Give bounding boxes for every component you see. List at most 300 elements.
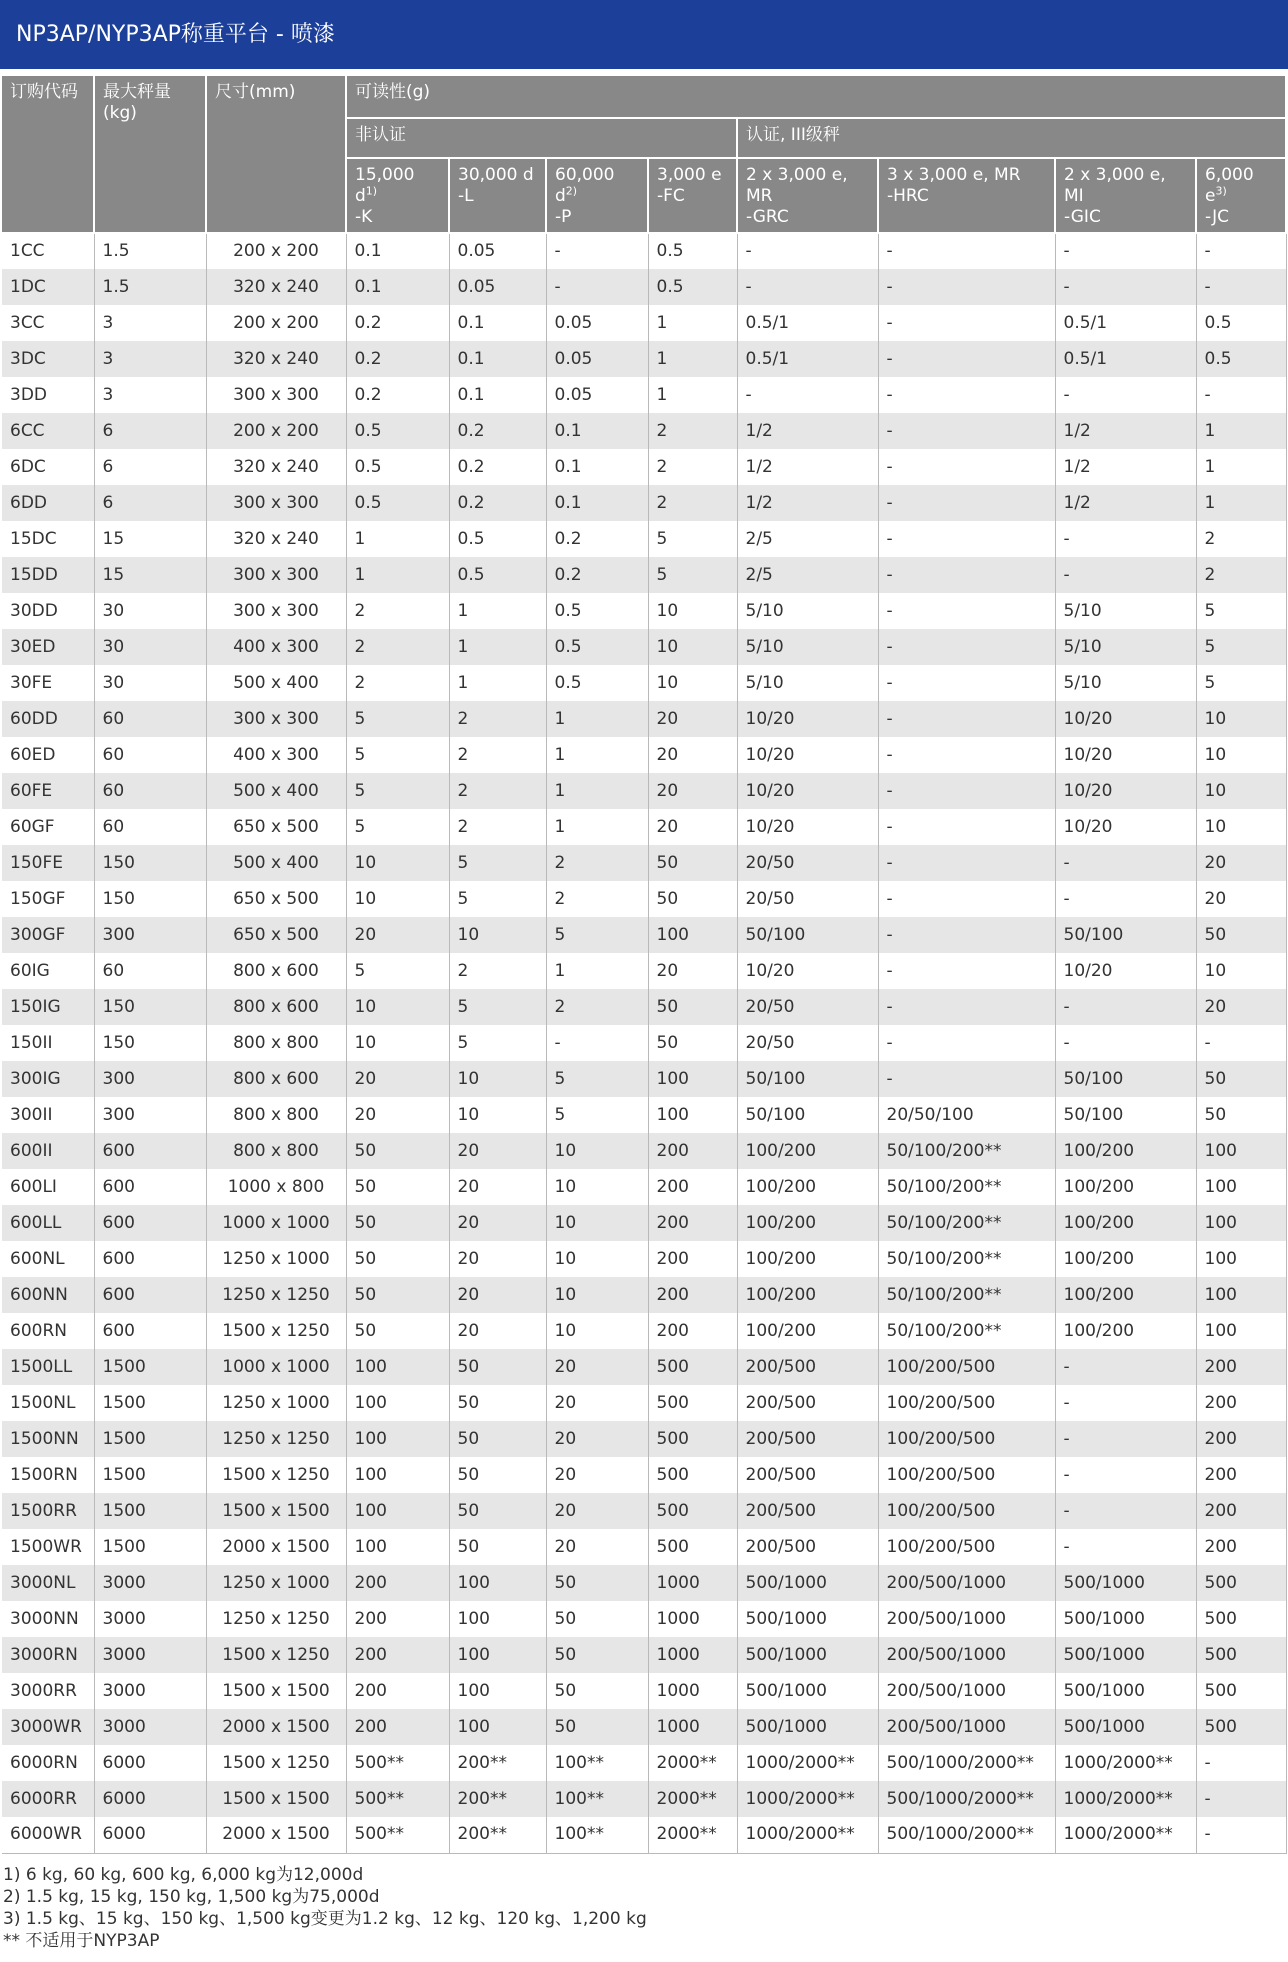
table-cell: 3000NL (2, 1565, 94, 1601)
table-cell: 100/200 (737, 1205, 878, 1241)
table-cell: 1 (546, 809, 648, 845)
table-cell: 0.1 (449, 305, 546, 341)
table-cell: 200 (648, 1241, 737, 1277)
table-cell: 1DC (2, 269, 94, 305)
table-cell: 3000 (94, 1709, 206, 1745)
table-cell: 1500LL (2, 1349, 94, 1385)
table-cell: 0.1 (546, 449, 648, 485)
table-cell: 20/50 (737, 845, 878, 881)
table-cell: 0.2 (346, 305, 449, 341)
subheader-label: 3 x 3,000 e, MR (887, 165, 1021, 185)
table-cell: 0.5 (449, 557, 546, 593)
table-cell: 30 (94, 593, 206, 629)
table-cell: 5 (346, 809, 449, 845)
table-cell: 20 (1196, 845, 1286, 881)
table-cell: 0.5 (346, 413, 449, 449)
table-cell: 1000 x 1000 (206, 1205, 346, 1241)
table-row (2, 1781, 1286, 1817)
table-cell: 200/500/1000 (878, 1637, 1055, 1673)
table-cell: 50/100/200** (878, 1241, 1055, 1277)
table-cell: 5 (346, 701, 449, 737)
table-cell: 500 (1196, 1709, 1286, 1745)
table-row (2, 1493, 1286, 1529)
table-cell: 400 x 300 (206, 737, 346, 773)
table-cell: 1/2 (1055, 449, 1196, 485)
table-cell: 2 (546, 989, 648, 1025)
table-cell: 200 (346, 1565, 449, 1601)
table-row (2, 1169, 1286, 1205)
table-cell: 500 (1196, 1637, 1286, 1673)
header-order-code: 订购代码 (2, 76, 94, 233)
table-cell: 100 (648, 917, 737, 953)
table-cell: 500/1000 (737, 1637, 878, 1673)
table-cell: 500 x 400 (206, 665, 346, 701)
table-cell: 1 (648, 341, 737, 377)
table-cell: - (878, 845, 1055, 881)
table-cell: 0.5/1 (737, 341, 878, 377)
table-cell: 200/500/1000 (878, 1673, 1055, 1709)
table-cell: 100/200/500 (878, 1529, 1055, 1565)
table-cell: 100 (449, 1673, 546, 1709)
subheader-label: 2 x 3,000 e, MI (1064, 165, 1166, 206)
table-cell: 50/100 (1055, 1097, 1196, 1133)
table-cell: 30 (94, 665, 206, 701)
table-row (2, 1745, 1286, 1781)
table-cell: 50 (449, 1493, 546, 1529)
table-cell: 200 (1196, 1349, 1286, 1385)
table-cell: 1250 x 1000 (206, 1385, 346, 1421)
table-cell: 6DD (2, 485, 94, 521)
table-cell: 150 (94, 881, 206, 917)
table-row (2, 1457, 1286, 1493)
table-cell: 600RN (2, 1313, 94, 1349)
table-cell: 0.05 (546, 341, 648, 377)
table-row (2, 449, 1286, 485)
table-cell: 200 (648, 1313, 737, 1349)
subheader-cell (878, 158, 1055, 233)
table-cell: 200/500 (737, 1529, 878, 1565)
table-cell: 60 (94, 773, 206, 809)
table-cell: - (1055, 521, 1196, 557)
footnote: 3) 1.5 kg、15 kg、150 kg、1,500 kg变更为1.2 kg、12 kg、120 kg、1,200 kg (3, 1909, 647, 1929)
table-cell: 800 x 600 (206, 1061, 346, 1097)
table-cell: 500/1000 (1055, 1709, 1196, 1745)
table-cell: 1500 x 1250 (206, 1457, 346, 1493)
table-cell: 50 (346, 1277, 449, 1313)
table-cell: 100/200 (737, 1313, 878, 1349)
table-cell: 200/500 (737, 1457, 878, 1493)
table-cell: 6000RN (2, 1745, 94, 1781)
table-cell: 1000/2000** (737, 1781, 878, 1817)
table-cell: 10 (546, 1277, 648, 1313)
table-cell: 0.1 (546, 485, 648, 521)
table-cell: 150FE (2, 845, 94, 881)
table-cell: 100/200/500 (878, 1457, 1055, 1493)
table-row (2, 1673, 1286, 1709)
table-cell: 5 (346, 953, 449, 989)
table-cell: - (1055, 881, 1196, 917)
table-cell: 5 (346, 737, 449, 773)
table-cell: 200 (648, 1169, 737, 1205)
table-cell: 1000/2000** (737, 1745, 878, 1781)
table-cell: 3000 (94, 1601, 206, 1637)
table-cell: 20 (546, 1421, 648, 1457)
table-cell: 15DD (2, 557, 94, 593)
table-cell: 10 (449, 1097, 546, 1133)
table-cell: 20 (346, 1097, 449, 1133)
table-row (2, 1637, 1286, 1673)
table-cell: 1000 (648, 1709, 737, 1745)
table-cell: 300 (94, 917, 206, 953)
table-cell: 3000 (94, 1565, 206, 1601)
table-row (2, 377, 1286, 413)
table-cell: 5/10 (737, 629, 878, 665)
table-cell: - (1055, 377, 1196, 413)
table-cell: 1000/2000** (1055, 1781, 1196, 1817)
table-cell: - (878, 665, 1055, 701)
table-cell: 1/2 (737, 485, 878, 521)
table-cell: 500/1000/2000** (878, 1817, 1055, 1853)
table-cell: - (878, 1061, 1055, 1097)
table-cell: 3 (94, 377, 206, 413)
subheader-suffix: -GRC (746, 207, 789, 227)
table-cell: 2/5 (737, 521, 878, 557)
table-cell: 100/200 (1055, 1133, 1196, 1169)
table-cell: 60 (94, 809, 206, 845)
table-cell: 1500 (94, 1349, 206, 1385)
table-cell: 100/200 (1055, 1313, 1196, 1349)
table-cell: 50/100 (1055, 1061, 1196, 1097)
table-cell: 5 (648, 557, 737, 593)
table-cell: 20 (546, 1385, 648, 1421)
subheader-label: 30,000 d (458, 165, 534, 185)
table-cell: 0.5 (449, 521, 546, 557)
table-cell: 0.05 (546, 377, 648, 413)
table-cell: 500** (346, 1745, 449, 1781)
table-cell: 6 (94, 485, 206, 521)
table-cell: 10 (1196, 953, 1286, 989)
table-cell: 60 (94, 953, 206, 989)
table-cell: 30FE (2, 665, 94, 701)
table-cell: 50 (648, 989, 737, 1025)
table-cell: 6 (94, 449, 206, 485)
table-cell: 50 (449, 1457, 546, 1493)
table-cell: 0.2 (449, 485, 546, 521)
table-cell: 100 (346, 1529, 449, 1565)
subheader-label: 2 x 3,000 e, MR (746, 165, 848, 206)
table-cell: 1500 x 1250 (206, 1637, 346, 1673)
table-cell: 320 x 240 (206, 449, 346, 485)
table-cell: 1/2 (737, 449, 878, 485)
table-cell: 50 (546, 1637, 648, 1673)
table-cell: 0.2 (546, 521, 648, 557)
table-cell: 200/500/1000 (878, 1601, 1055, 1637)
table-cell: 500** (346, 1817, 449, 1853)
table-cell: 500 (1196, 1673, 1286, 1709)
table-cell: 6 (94, 413, 206, 449)
table-cell: 300II (2, 1097, 94, 1133)
table-cell: 500** (346, 1781, 449, 1817)
subheader-label: 3,000 e (657, 165, 722, 185)
table-cell: 10 (1196, 737, 1286, 773)
table-cell: 320 x 240 (206, 269, 346, 305)
table-cell: 15 (94, 557, 206, 593)
table-cell: 50 (1196, 1097, 1286, 1133)
table-cell: 1500 (94, 1385, 206, 1421)
table-cell: 650 x 500 (206, 917, 346, 953)
table-cell: 500 (648, 1385, 737, 1421)
table-row (2, 341, 1286, 377)
table-cell: 50 (546, 1601, 648, 1637)
table-cell: 2 (346, 593, 449, 629)
table-cell: 0.2 (449, 449, 546, 485)
table-cell: 800 x 800 (206, 1097, 346, 1133)
table-cell: 20 (449, 1313, 546, 1349)
table-row (2, 809, 1286, 845)
table-cell: 1500NL (2, 1385, 94, 1421)
table-cell: 30 (94, 629, 206, 665)
table-cell: 10/20 (1055, 773, 1196, 809)
table-cell: 10 (346, 845, 449, 881)
table-cell: 10 (546, 1313, 648, 1349)
table-cell: 10/20 (737, 809, 878, 845)
table-cell: 20 (546, 1457, 648, 1493)
table-cell: 100/200/500 (878, 1421, 1055, 1457)
table-cell: 1 (546, 773, 648, 809)
table-cell: 1 (1196, 413, 1286, 449)
table-cell: 20 (449, 1169, 546, 1205)
table-cell: 0.1 (546, 413, 648, 449)
table-cell: 500/1000/2000** (878, 1781, 1055, 1817)
table-cell: 600 (94, 1277, 206, 1313)
table-row (2, 1025, 1286, 1061)
table-cell: 5 (449, 989, 546, 1025)
table-row (2, 1241, 1286, 1277)
table-cell: - (878, 809, 1055, 845)
table-cell: 0.5 (346, 449, 449, 485)
table-cell: 6DC (2, 449, 94, 485)
table-cell: 50/100/200** (878, 1313, 1055, 1349)
table-cell: 50/100 (1055, 917, 1196, 953)
table-cell: 300 x 300 (206, 485, 346, 521)
table-cell: 100/200/500 (878, 1385, 1055, 1421)
table-cell: 30DD (2, 593, 94, 629)
table-cell: 600 (94, 1241, 206, 1277)
table-cell: - (878, 557, 1055, 593)
table-cell: 10/20 (737, 701, 878, 737)
table-cell: 50 (346, 1133, 449, 1169)
table-cell: 2000 x 1500 (206, 1709, 346, 1745)
table-cell: 3000RN (2, 1637, 94, 1673)
table-cell: 10 (546, 1133, 648, 1169)
table-row (2, 881, 1286, 917)
table-row (2, 1421, 1286, 1457)
table-cell: 150 (94, 989, 206, 1025)
table-cell: 0.2 (449, 413, 546, 449)
table-cell: 10/20 (1055, 737, 1196, 773)
table-row (2, 1709, 1286, 1745)
table-cell: 2 (449, 773, 546, 809)
table-cell: 10 (346, 1025, 449, 1061)
table-cell: 100 (449, 1637, 546, 1673)
table-cell: - (1055, 557, 1196, 593)
table-cell: 50/100/200** (878, 1277, 1055, 1313)
table-cell: 150GF (2, 881, 94, 917)
table-row (2, 1277, 1286, 1313)
table-cell: 60ED (2, 737, 94, 773)
table-cell: 3DD (2, 377, 94, 413)
table-cell: 2000** (648, 1817, 737, 1853)
table-cell: - (878, 449, 1055, 485)
table-cell: 20 (648, 737, 737, 773)
table-cell: 10 (1196, 773, 1286, 809)
table-cell: 300IG (2, 1061, 94, 1097)
table-cell: 100/200 (737, 1277, 878, 1313)
table-cell: 200** (449, 1745, 546, 1781)
table-cell: - (1196, 1025, 1286, 1061)
table-body (2, 233, 1286, 1853)
table-cell: 50 (346, 1169, 449, 1205)
table-cell: 0.5 (648, 233, 737, 269)
table-cell: 200 x 200 (206, 233, 346, 269)
table-cell: 500 (648, 1529, 737, 1565)
table-cell: 1 (1196, 485, 1286, 521)
table-cell: 300 x 300 (206, 701, 346, 737)
subheader-cell (648, 158, 737, 233)
table-cell: 5 (449, 881, 546, 917)
subheader-label: 60,000 d (555, 165, 615, 206)
subheader-suffix: -FC (657, 186, 685, 206)
table-cell: - (1055, 1493, 1196, 1529)
table-cell: 200/500 (737, 1349, 878, 1385)
table-cell: 200 (346, 1637, 449, 1673)
table-cell: 100 (1196, 1205, 1286, 1241)
table-cell: 100 (1196, 1241, 1286, 1277)
table-cell: 3000NN (2, 1601, 94, 1637)
table-cell: 0.1 (449, 377, 546, 413)
table-cell: 10 (546, 1169, 648, 1205)
table-cell: 2 (346, 665, 449, 701)
table-cell: 10 (346, 989, 449, 1025)
table-cell: 3000 (94, 1673, 206, 1709)
table-cell: - (878, 989, 1055, 1025)
table-cell: 500/1000 (1055, 1601, 1196, 1637)
table-cell: 5 (449, 1025, 546, 1061)
table-cell: 300 x 300 (206, 377, 346, 413)
table-cell: 6000 (94, 1817, 206, 1853)
table-cell: 30ED (2, 629, 94, 665)
table-cell: 50 (346, 1241, 449, 1277)
table-cell: 100 (449, 1601, 546, 1637)
table-cell: 50 (449, 1385, 546, 1421)
table-cell: - (878, 593, 1055, 629)
table-cell: 2000** (648, 1745, 737, 1781)
table-cell: 1/2 (1055, 413, 1196, 449)
table-cell: 5 (346, 773, 449, 809)
table-cell: - (878, 305, 1055, 341)
table-cell: 2000 x 1500 (206, 1817, 346, 1853)
footnote: ** 不适用于NYP3AP (3, 1931, 160, 1951)
header-non-cert: 非认证 (346, 118, 737, 158)
table-cell: 60GF (2, 809, 94, 845)
table-cell: 50 (648, 845, 737, 881)
table-row (2, 1529, 1286, 1565)
table-cell: 1.5 (94, 269, 206, 305)
header-max-capacity: 最大秤量(kg) (94, 76, 206, 233)
table-cell: 5/10 (1055, 593, 1196, 629)
table-cell: 500/1000 (1055, 1565, 1196, 1601)
table-cell: 0.5/1 (737, 305, 878, 341)
table-cell: 600LL (2, 1205, 94, 1241)
table-cell: 200 (648, 1205, 737, 1241)
table-cell: 10 (546, 1241, 648, 1277)
table-row (2, 845, 1286, 881)
table-cell: 1 (346, 557, 449, 593)
table-cell: - (878, 701, 1055, 737)
footnote-ref: 1) (365, 184, 378, 198)
table-cell: 1250 x 1000 (206, 1565, 346, 1601)
table-cell: 5 (546, 1061, 648, 1097)
table-cell: 50/100/200** (878, 1205, 1055, 1241)
table-cell: 100 (346, 1493, 449, 1529)
table-cell: 0.05 (449, 269, 546, 305)
table-cell: 1 (1196, 449, 1286, 485)
footnote-ref: 2) (565, 184, 578, 198)
spec-table (2, 76, 1287, 1854)
table-cell: 0.5 (1196, 305, 1286, 341)
table-cell: - (546, 233, 648, 269)
table-cell: 1500 (94, 1421, 206, 1457)
table-cell: 1 (346, 521, 449, 557)
table-cell: 3DC (2, 341, 94, 377)
subheader-suffix: -HRC (887, 186, 929, 206)
table-cell: 20 (449, 1277, 546, 1313)
table-cell: 6000 (94, 1781, 206, 1817)
table-cell: 1/2 (737, 413, 878, 449)
table-cell: 2 (346, 629, 449, 665)
table-cell: 20 (346, 1061, 449, 1097)
table-cell: 200 (1196, 1385, 1286, 1421)
table-cell: 650 x 500 (206, 881, 346, 917)
table-row (2, 413, 1286, 449)
table-cell: 0.5 (1196, 341, 1286, 377)
table-cell: 1250 x 1250 (206, 1601, 346, 1637)
subheader-suffix: -L (458, 186, 474, 206)
table-cell: - (1055, 1529, 1196, 1565)
table-cell: 60 (94, 701, 206, 737)
table-cell: - (737, 233, 878, 269)
table-cell: 1250 x 1250 (206, 1421, 346, 1457)
table-row (2, 953, 1286, 989)
table-cell: 6000WR (2, 1817, 94, 1853)
table-cell: 800 x 600 (206, 989, 346, 1025)
table-cell: 1500 (94, 1457, 206, 1493)
table-cell: 2 (648, 485, 737, 521)
table-cell: - (878, 737, 1055, 773)
table-cell: 50 (546, 1673, 648, 1709)
table-cell: 5 (1196, 629, 1286, 665)
table-cell: - (1196, 269, 1286, 305)
table-cell: 300GF (2, 917, 94, 953)
table-cell: - (878, 233, 1055, 269)
table-row (2, 305, 1286, 341)
table-row (2, 557, 1286, 593)
table-cell: - (878, 881, 1055, 917)
subheader-cell (1196, 158, 1286, 233)
table-cell: 100 (346, 1421, 449, 1457)
table-cell: 100 (648, 1097, 737, 1133)
table-cell: 1000 x 1000 (206, 1349, 346, 1385)
